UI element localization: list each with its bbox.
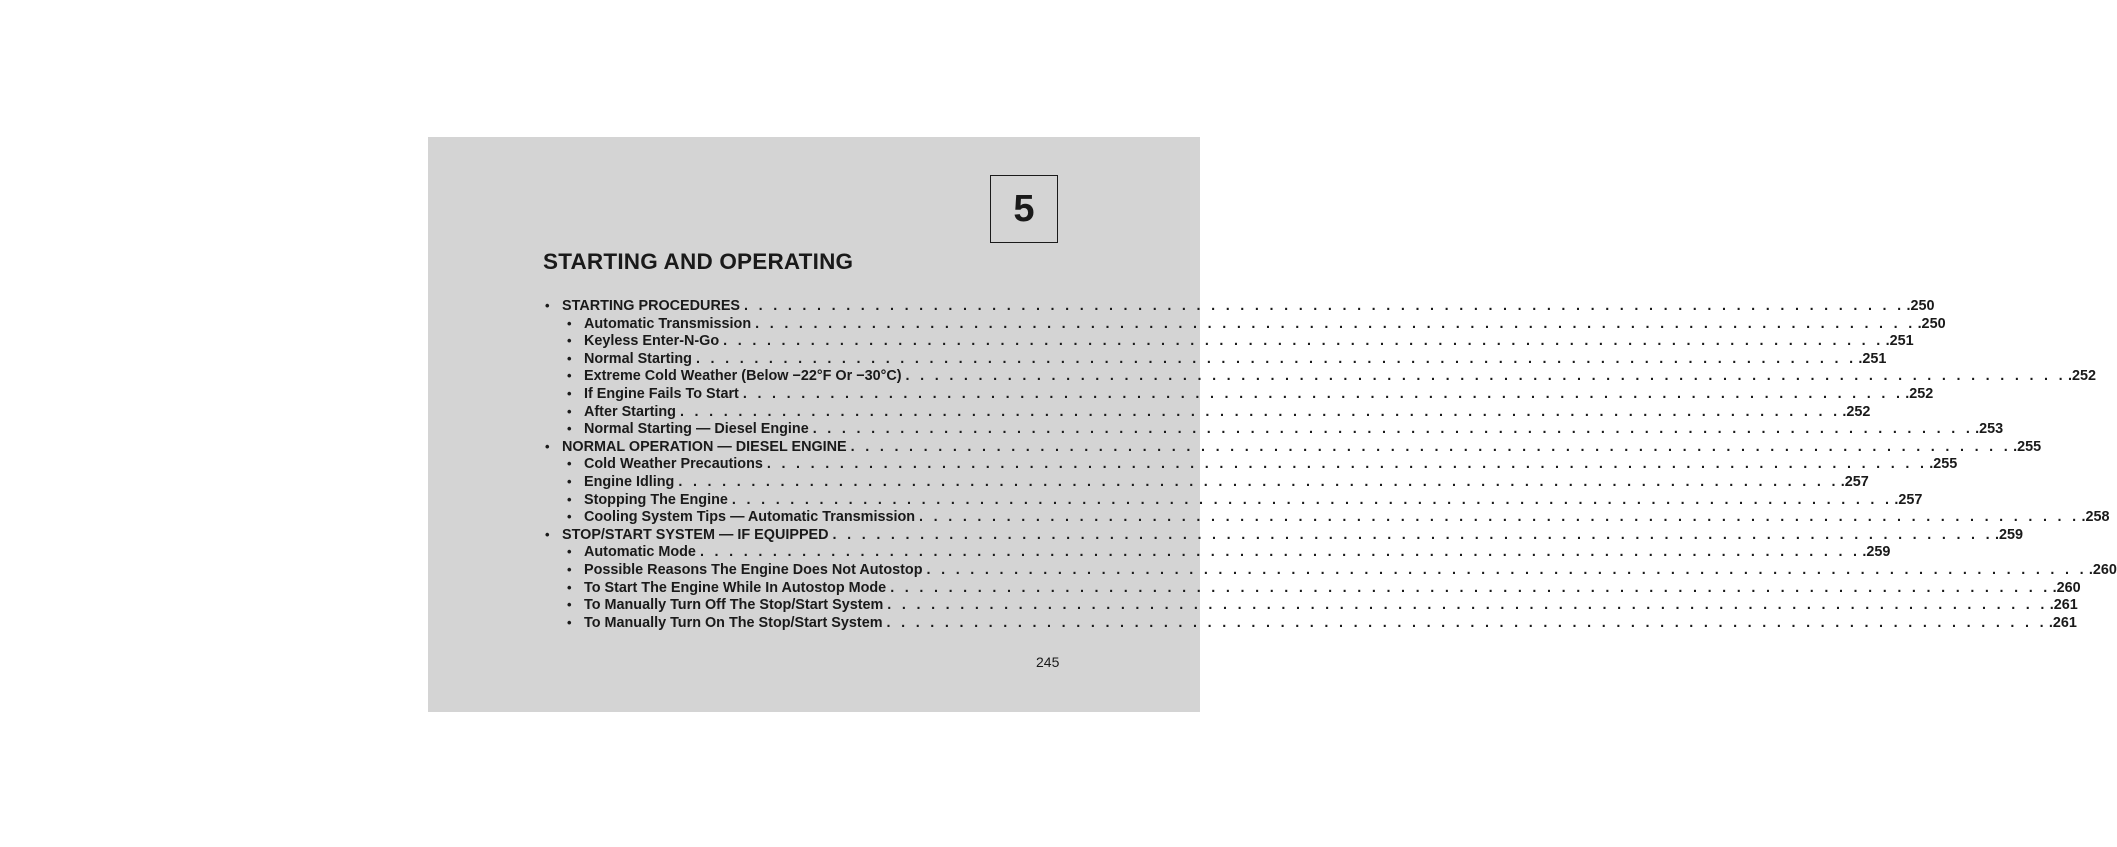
toc-entry-page: .257 [1840,473,1869,490]
toc-section-entry [545,298,1935,316]
toc-entry-label: NORMAL OPERATION — DIESEL ENGINE [562,438,847,455]
toc-entry-page: .253 [1975,421,2004,438]
dot-leader: . . . . . . . . . . . . . . . . . . . . . . . . . . . . . . . . . . . . . . . . . . . . . . . . . . . . . . . . . . . . . . . . . . . . . . . . . . . . . . . . [886,614,2047,631]
toc-entry-page: .252 [1905,385,1934,402]
toc-entry-page: .252 [1842,403,1871,420]
toc-subsection-entry [545,368,2096,386]
dot-leader: . . . . . . . . . . . . . . . . . . . . . . . . . . . . . . . . . . . . . . . . . . . . . . . . . . . . . . . . . . . . . . . . . . . . . . . . . . . . . . . . [850,438,2012,455]
table-of-contents [545,298,2117,632]
toc-entry-label: Engine Idling [584,473,675,490]
toc-entry-label: Cooling System Tips — Automatic Transmission [584,509,916,526]
toc-subsection-entry [545,421,2004,439]
toc-entry-page: .259 [1994,526,2023,543]
toc-entry-label: Automatic Transmission [584,315,752,332]
dot-leader: . . . . . . . . . . . . . . . . . . . . . . . . . . . . . . . . . . . . . . . . . . . . . . . . . . . . . . . . . . . . . . . . . . . . . . . . . . . . . . . . [742,385,1904,402]
bullet-icon: • [567,561,572,577]
toc-subsection-entry [545,491,1923,510]
bullet-icon: • [567,456,572,472]
bullet-icon: • [567,491,572,507]
dot-leader: . . . . . . . . . . . . . . . . . . . . . . . . . . . . . . . . . . . . . . . . . . . . . . . . . . . . . . . . . . . . . . . . . . . . . . . . . . . . . . . . [832,526,1993,543]
bullet-icon: • [567,333,572,349]
toc-entry-label: STOP/START SYSTEM — IF EQUIPPED [562,526,829,543]
toc-entry-label: Normal Starting [584,350,692,367]
toc-subsection-entry [545,509,2110,527]
toc-subsection-entry [545,597,2078,615]
dot-leader: . . . . . . . . . . . . . . . . . . . . . . . . . . . . . . . . . . . . . . . . . . . . . . . . . . . . . . . . . . . . . . . . . . . . . . . . . . . . . . . . [812,421,1974,438]
toc-subsection-entry [545,315,1946,334]
toc-entry-page: .250 [1917,315,1946,332]
chapter-number-box [990,175,1058,243]
toc-entry-page: .255 [1929,456,1958,473]
toc-subsection-entry [545,403,1871,422]
toc-section-entry [545,526,2023,545]
toc-entry-label: Possible Reasons The Engine Does Not Autostop [584,561,923,578]
bullet-icon: • [567,473,572,489]
bullet-icon: • [567,544,572,560]
chapter-number: 5 [1013,187,1035,230]
toc-entry-label: To Manually Turn On The Stop/Start System [584,614,883,631]
toc-subsection-entry [545,544,1891,562]
toc-entry-label: To Start The Engine While In Autostop Mode [584,579,887,596]
toc-subsection-entry [545,579,2081,598]
toc-subsection-entry [545,333,1914,351]
toc-entry-page: .251 [1885,333,1914,350]
bullet-icon: • [545,438,550,454]
dot-leader: . . . . . . . . . . . . . . . . . . . . . . . . . . . . . . . . . . . . . . . . . . . . . . . . . . . . . . . . . . . . . . . . . . . . . . . . . . . . . . . . [731,491,1893,508]
bullet-icon: • [567,597,572,613]
toc-entry-page: .260 [2052,579,2081,596]
bullet-icon: • [545,298,550,313]
dot-leader: . . . . . . . . . . . . . . . . . . . . . . . . . . . . . . . . . . . . . . . . . . . . . . . . . . . . . . . . . . . . . . . . . . . . . . . . . . . . . . . . [699,544,1861,561]
toc-entry-label: After Starting [584,403,676,420]
manual-page [428,137,2117,712]
toc-entry-label: Stopping The Engine [584,491,728,508]
bullet-icon: • [567,403,572,419]
toc-entry-page: .261 [2049,597,2078,614]
toc-entry-page: .250 [1906,298,1935,314]
bullet-icon: • [567,368,572,384]
chapter-title: STARTING AND OPERATING [543,249,854,274]
dot-leader: . . . . . . . . . . . . . . . . . . . . . . . . . . . . . . . . . . . . . . . . . . . . . . . . . . . . . . . . . . . . . . . . . . . . . . . . . . . . . . . . [755,315,1916,332]
toc-entry-page: .257 [1894,491,1923,508]
toc-subsection-entry [545,350,1887,369]
dot-leader: . . . . . . . . . . . . . . . . . . . . . . . . . . . . . . . . . . . . . . . . . . . . . . . . . . . . . . . . . . . . . . . . . . . . . . . . . . . . . . . . [679,403,1841,420]
toc-entry-label: Cold Weather Precautions [584,456,763,473]
toc-entry-page: .260 [2088,561,2117,578]
toc-subsection-entry [545,614,2077,633]
dot-leader: . . . . . . . . . . . . . . . . . . . . . . . . . . . . . . . . . . . . . . . . . . . . . . . . . . . . . . . . . . . . . . . . . . . . . . . . . . . . . . . . [926,561,2087,578]
toc-entry-label: Extreme Cold Weather (Below −22°F Or −30°C) [584,368,902,385]
toc-entry-page: .258 [2081,509,2110,526]
toc-entry-label: To Manually Turn Off The Stop/Start System [584,597,884,614]
bullet-icon: • [567,350,572,366]
toc-entry-page: .255 [2013,438,2042,455]
toc-entry-label: If Engine Fails To Start [584,385,739,402]
page-number: 245 [1036,654,1060,670]
dot-leader: . . . . . . . . . . . . . . . . . . . . . . . . . . . . . . . . . . . . . . . . . . . . . . . . . . . . . . . . . . . . . . . . . . . . . . . . . . . . . . . . [890,579,2051,596]
toc-subsection-entry [545,473,1869,492]
toc-entry-label: Automatic Mode [584,544,696,561]
bullet-icon: • [567,509,572,525]
toc-subsection-entry [545,561,2117,580]
bullet-icon: • [567,315,572,331]
bullet-icon: • [567,579,572,595]
toc-entry-page: .261 [2048,614,2077,631]
dot-leader: . . . . . . . . . . . . . . . . . . . . . . . . . . . . . . . . . . . . . . . . . . . . . . . . . . . . . . . . . . . . . . . . . . . . . . . . . . . . . . . . [905,368,2066,385]
toc-entry-label: STARTING PROCEDURES [562,298,741,314]
toc-entry-label: Normal Starting — Diesel Engine [584,421,809,438]
toc-entry-label: Keyless Enter-N-Go [584,333,720,350]
toc-entry-page: .252 [2067,368,2096,385]
dot-leader: . . . . . . . . . . . . . . . . . . . . . . . . . . . . . . . . . . . . . . . . . . . . . . . . . . . . . . . . . . . . . . . . . . . . . . . . . . . . . . . . [723,333,1884,350]
bullet-icon: • [545,526,550,542]
bullet-icon: • [567,614,572,630]
toc-section-entry [545,438,2042,457]
dot-leader: . . . . . . . . . . . . . . . . . . . . . . . . . . . . . . . . . . . . . . . . . . . . . . . . . . . . . . . . . . . . . . . . . . . . . . . . . . . . . . . . [887,597,2048,614]
dot-leader: . . . . . . . . . . . . . . . . . . . . . . . . . . . . . . . . . . . . . . . . . . . . . . . . . . . . . . . . . . . . . . . . . . . . . . . . . . . . . . . . [744,298,1905,314]
toc-subsection-entry [545,385,1934,404]
toc-entry-page: .259 [1862,544,1891,561]
dot-leader: . . . . . . . . . . . . . . . . . . . . . . . . . . . . . . . . . . . . . . . . . . . . . . . . . . . . . . . . . . . . . . . . . . . . . . . . . . . . . . . . [678,473,1839,490]
toc-subsection-entry [545,456,1958,474]
dot-leader: . . . . . . . . . . . . . . . . . . . . . . . . . . . . . . . . . . . . . . . . . . . . . . . . . . . . . . . . . . . . . . . . . . . . . . . . . . . . . . . . [919,509,2080,526]
bullet-icon: • [567,385,572,401]
toc-entry-page: .251 [1858,350,1887,367]
dot-leader: . . . . . . . . . . . . . . . . . . . . . . . . . . . . . . . . . . . . . . . . . . . . . . . . . . . . . . . . . . . . . . . . . . . . . . . . . . . . . . . . [766,456,1928,473]
bullet-icon: • [567,421,572,437]
dot-leader: . . . . . . . . . . . . . . . . . . . . . . . . . . . . . . . . . . . . . . . . . . . . . . . . . . . . . . . . . . . . . . . . . . . . . . . . . . . . . . . . [695,350,1857,367]
